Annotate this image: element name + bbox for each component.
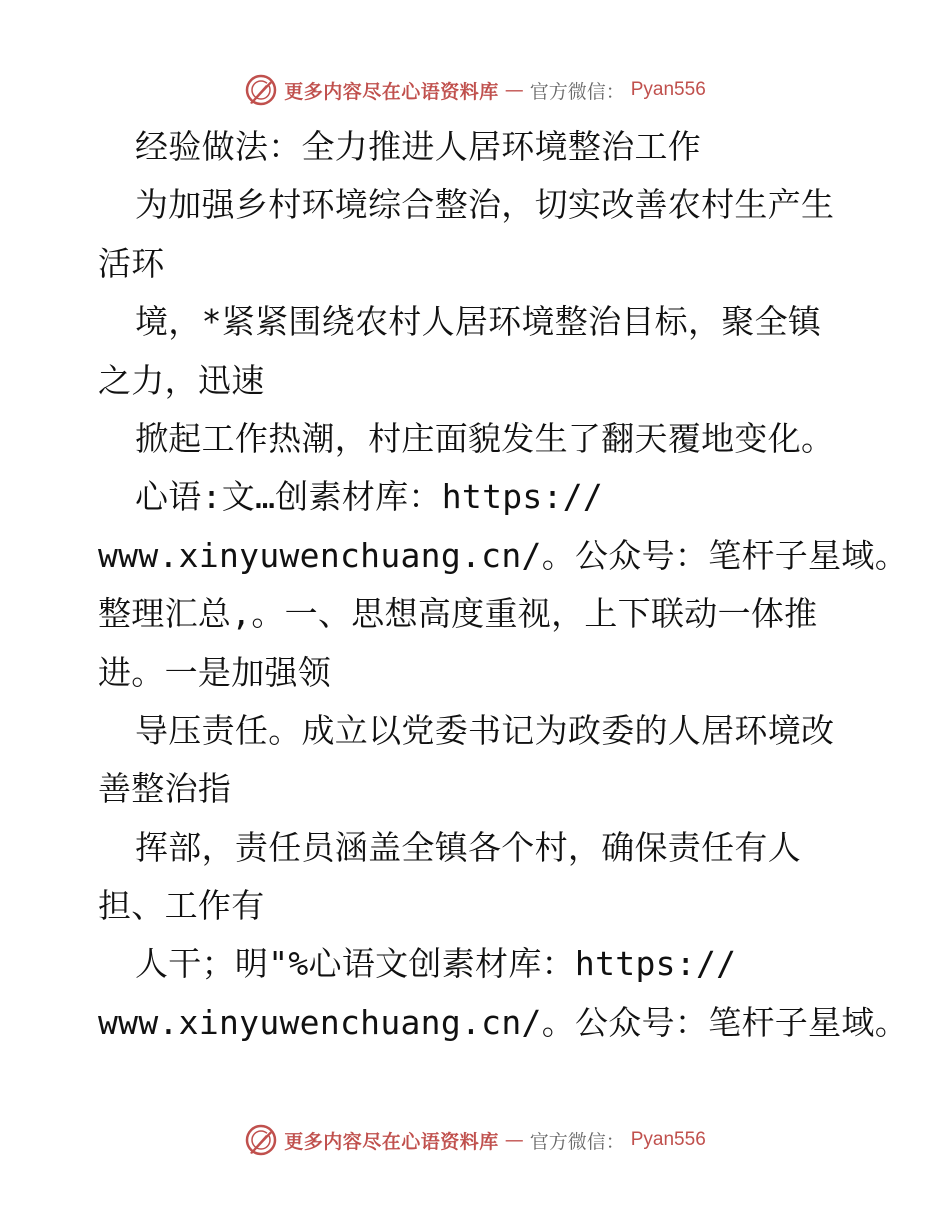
text-line: 进。一是加强领 <box>98 652 332 692</box>
banner-wechat-id: Pyan556 <box>630 79 706 100</box>
banner-dash: — <box>504 1129 524 1151</box>
paragraph-title-line: 经验做法：全力推进人居环境整治工作 <box>135 127 702 166</box>
banner-wechat-label: 官方微信： <box>529 1130 625 1153</box>
url-line: www.xinyuwenchuang.cn/。公众号：笔杆子星域。 <box>98 535 908 575</box>
text-line: 之力，迅速 <box>98 360 265 400</box>
banner-wechat-label: 官方微信： <box>529 80 625 103</box>
url-line: www.xinyuwenchuang.cn/。公众号：笔杆子星域。 <box>98 1002 908 1042</box>
text-line: 担、工作有 <box>98 886 265 926</box>
banner-dash: — <box>504 79 524 101</box>
text-line: 活环 <box>98 243 165 283</box>
text-line: 为加强乡村环境综合整治，切实改善农村生产生 <box>135 185 835 225</box>
text-line: 善整治指 <box>98 769 232 809</box>
text-line: 整理汇总,。一、思想高度重视，上下联动一体推 <box>98 594 818 634</box>
banner-wechat-id: Pyan556 <box>630 1129 706 1150</box>
text-line: 掀起工作热潮，村庄面貌发生了翻天覆地变化。 <box>135 418 835 458</box>
banner-site-text: 更多内容尽在心语资料库 <box>284 80 499 103</box>
pen-logo-icon <box>244 73 278 107</box>
header-watermark-banner <box>0 70 950 110</box>
text-line: 心语:文…创素材库：https:// <box>135 477 604 517</box>
footer-watermark-banner <box>0 1120 950 1160</box>
banner-site-text: 更多内容尽在心语资料库 <box>284 1130 499 1153</box>
text-line: 境，*紧紧围绕农村人居环境整治目标，聚全镇 <box>135 302 822 342</box>
document-body <box>98 118 908 1052</box>
text-line: 导压责任。成立以党委书记为政委的人居环境改 <box>135 710 835 750</box>
text-line: 挥部，责任员涵盖全镇各个村，确保责任有人 <box>135 827 801 867</box>
pen-logo-icon <box>244 1123 278 1157</box>
text-line: 人干；明"%心语文创素材库：https:// <box>135 944 737 984</box>
